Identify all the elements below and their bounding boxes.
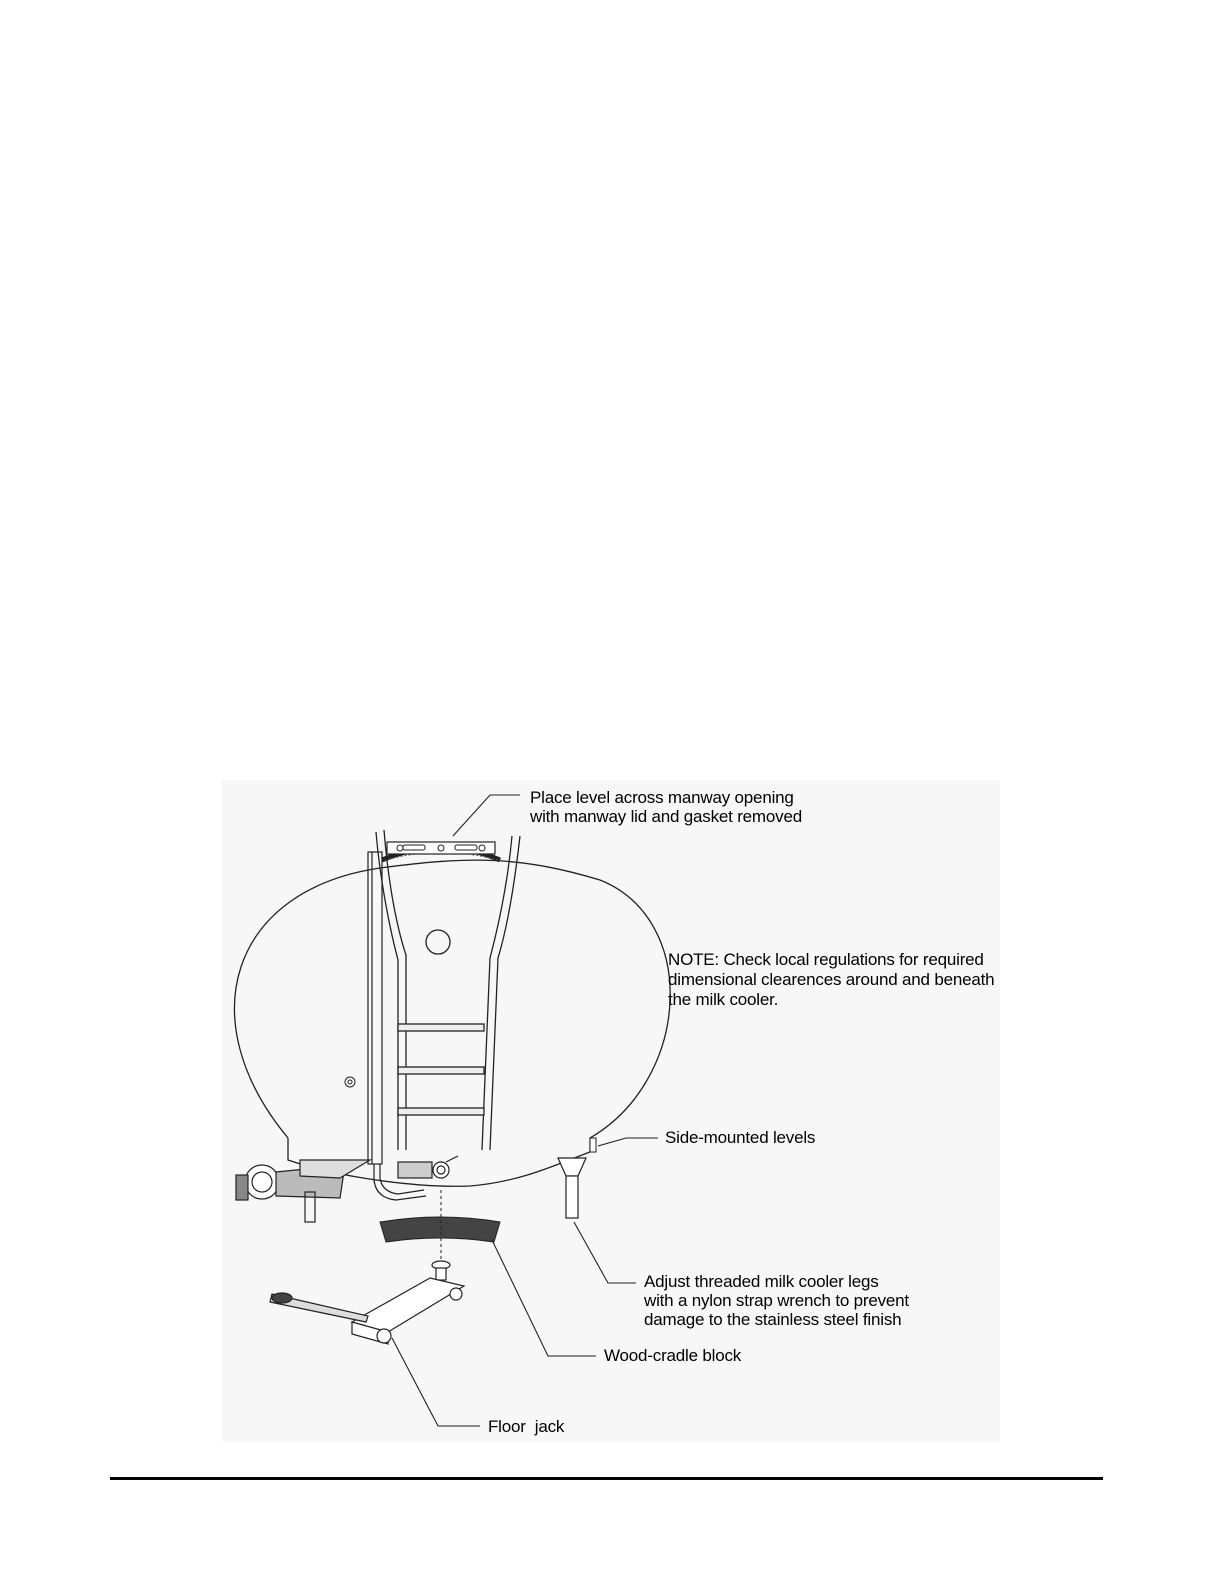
callout-legs-line1: Adjust threaded milk cooler legs bbox=[644, 1272, 879, 1291]
side-port bbox=[345, 1077, 355, 1087]
wood-cradle-block bbox=[380, 1217, 500, 1242]
footer-rule bbox=[110, 1477, 1103, 1480]
bubble-level bbox=[387, 842, 495, 854]
side-level-bracket bbox=[590, 1138, 596, 1152]
note-line1: NOTE: Check local regulations for required bbox=[668, 950, 984, 969]
outlet-valve bbox=[398, 1156, 458, 1178]
callout-legs-line3: damage to the stainless steel finish bbox=[644, 1310, 902, 1329]
callout-side-levels: Side-mounted levels bbox=[665, 1128, 816, 1147]
cooler-leg bbox=[558, 1158, 586, 1218]
tank-outline bbox=[234, 860, 670, 1138]
callout-level-line1: Place level across manway opening bbox=[530, 788, 794, 807]
callout-level-line2: with manway lid and gasket removed bbox=[530, 807, 802, 826]
floor-jack bbox=[270, 1261, 464, 1344]
note-line3: the milk cooler. bbox=[668, 990, 779, 1009]
left-valve-assembly bbox=[236, 1160, 370, 1222]
callout-legs-line2: with a nylon strap wrench to prevent bbox=[644, 1291, 909, 1310]
note-line2: dimensional clearences around and beneath bbox=[668, 970, 995, 989]
ladder bbox=[376, 830, 520, 1150]
tank-port bbox=[426, 930, 450, 954]
callout-wood-cradle: Wood-cradle block bbox=[604, 1346, 742, 1365]
callout-floor-jack: Floor jack bbox=[488, 1417, 565, 1436]
